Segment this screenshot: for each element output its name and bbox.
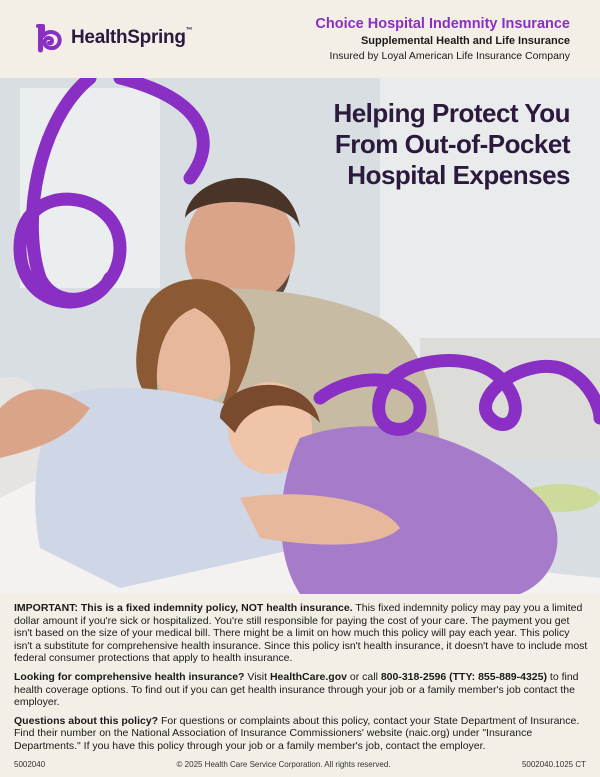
looking-paragraph	[14, 671, 588, 709]
looking-text-2: or call	[346, 670, 381, 683]
questions-lead: Questions about this policy?	[14, 714, 159, 727]
disclosure-text	[14, 602, 588, 759]
headline-line-3: Hospital Expenses	[347, 160, 570, 190]
footer	[14, 760, 586, 769]
looking-lead: Looking for comprehensive health insurance?	[14, 670, 245, 683]
product-subtitle: Supplemental Health and Life Insurance	[360, 35, 570, 47]
headline	[333, 98, 570, 191]
looking-text-3: to find health coverage options. To find out if you can get health insurance through your job or a family member's job contact the employer.	[14, 670, 579, 709]
healthspring-logo[interactable]	[33, 22, 192, 54]
questions-paragraph	[14, 715, 588, 753]
header	[0, 0, 600, 78]
form-version: 5002040.1025 CT	[521, 760, 586, 769]
headline-line-2: From Out-of-Pocket	[334, 129, 570, 159]
questions-text: For questions or complaints about this policy, contact your State Department of Insurance. Find their number on the National Association of Insurance Commissioners' website (naic.org) under "Insurance Departments." If you have this policy through your job or a family member's job, contact the employer.	[14, 714, 580, 752]
important-lead: IMPORTANT: This is a fixed indemnity policy, NOT health insurance.	[14, 602, 353, 614]
copyright: © 2025 Health Care Service Corporation. All rights reserved.	[176, 760, 391, 769]
header-product-info	[315, 16, 570, 62]
important-text: This fixed indemnity policy may pay you a limited dollar amount if you're sick or hospitalized. You're still responsible for paying the cost of your care. The payment you get isn't based on the size of your medical bill. There might be a limit on how much this policy will pay each year. This policy isn't a substitute for comprehensive health insurance. Since this policy isn't health insurance, it doesn't have to include most federal consumer protections that apply to health insurance.	[14, 602, 588, 665]
brand-name: HealthSpring™	[71, 27, 193, 48]
form-number: 5002040	[14, 760, 46, 769]
hero-photo	[0, 78, 600, 594]
phone-number[interactable]: 800-318-2596 (TTY: 855-889-4325)	[380, 670, 547, 683]
headline-line-1: Helping Protect You	[333, 98, 570, 128]
looking-text-1: Visit	[244, 670, 270, 683]
healthspring-logo-icon	[33, 22, 65, 54]
important-paragraph	[14, 602, 588, 665]
healthcare-gov-link[interactable]: HealthCare.gov	[269, 670, 347, 683]
product-title: Choice Hospital Indemnity Insurance	[315, 16, 570, 32]
insured-by: Insured by Loyal American Life Insurance Company	[329, 50, 570, 62]
